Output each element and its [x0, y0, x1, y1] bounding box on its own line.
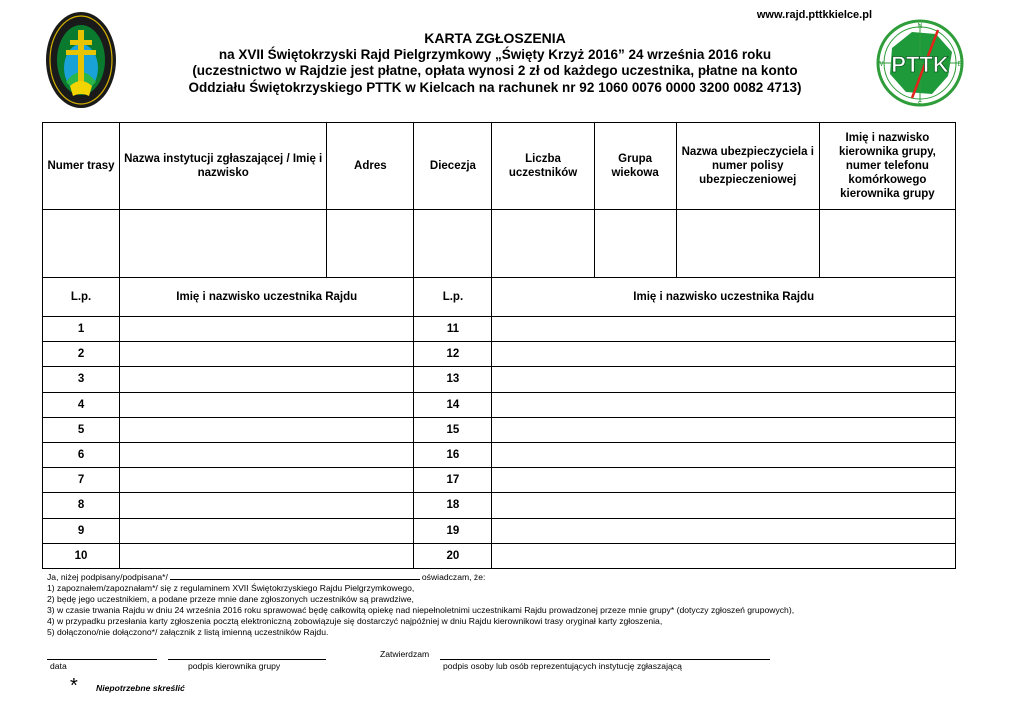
participant-count-cell[interactable]	[492, 210, 594, 278]
participant-name-header-left: Imię i nazwisko uczestnika Rajdu	[120, 278, 414, 317]
form-header	[130, 30, 860, 96]
row-number-right: 19	[414, 518, 492, 543]
rally-emblem-logo	[44, 10, 118, 110]
participant-name-cell[interactable]	[120, 493, 414, 518]
column-header: Numer trasy	[43, 123, 120, 210]
table-row	[43, 342, 956, 367]
footnote-text: Niepotrzebne skreślić	[96, 683, 185, 693]
leader-signature-line[interactable]	[168, 659, 326, 660]
participant-name-cell[interactable]	[492, 367, 956, 392]
participant-name-cell[interactable]	[120, 317, 414, 342]
participant-name-cell[interactable]	[120, 392, 414, 417]
form-subtitle: na XVII Świętokrzyski Rajd Pielgrzymkowy „Święty Krzyż 2016” 24 września 2016 roku	[218, 46, 772, 62]
row-number-left: 9	[43, 518, 120, 543]
table-row	[43, 543, 956, 568]
column-header: Liczba uczestników	[492, 123, 594, 210]
participant-name-cell[interactable]	[492, 543, 956, 568]
approval-label: Zatwierdzam	[380, 649, 430, 659]
participant-name-cell[interactable]	[492, 518, 956, 543]
participant-name-cell[interactable]	[492, 342, 956, 367]
compass-w: W	[876, 61, 884, 68]
participant-rows	[43, 317, 956, 569]
table-row	[43, 367, 956, 392]
participant-name-cell[interactable]	[120, 367, 414, 392]
route-number-cell[interactable]	[43, 210, 120, 278]
row-number-right: 18	[414, 493, 492, 518]
participant-name-cell[interactable]	[120, 518, 414, 543]
representative-signature-line[interactable]	[440, 659, 770, 660]
participant-name-cell[interactable]	[492, 468, 956, 493]
website-url: www.rajd.pttkkielce.pl	[756, 9, 872, 21]
participant-name-cell[interactable]	[120, 342, 414, 367]
form-title: KARTA ZGŁOSZENIA	[424, 30, 566, 46]
compass-n: N	[917, 23, 923, 30]
pttk-logo	[872, 18, 968, 108]
column-header: Diecezja	[414, 123, 492, 210]
row-number-left: 5	[43, 417, 120, 442]
row-number-left: 6	[43, 442, 120, 467]
column-header: Grupa wiekowa	[594, 123, 676, 210]
participant-name-cell[interactable]	[492, 317, 956, 342]
table-row	[43, 518, 956, 543]
row-number-left: 1	[43, 317, 120, 342]
participant-name-cell[interactable]	[120, 468, 414, 493]
participant-name-cell[interactable]	[492, 442, 956, 467]
payment-info-1: (uczestnictwo w Rajdzie jest płatne, opłata wynosi 2 zł od każdego uczestnika, płatne na konto	[192, 63, 798, 78]
declarant-name-field[interactable]	[170, 579, 420, 580]
compass-e: E	[957, 61, 963, 68]
date-label: data	[50, 661, 67, 671]
declaration	[47, 572, 947, 639]
participant-name-cell[interactable]	[120, 442, 414, 467]
group-leader-cell[interactable]	[819, 210, 955, 278]
table-row	[43, 442, 956, 467]
column-header: Nazwa instytucji zgłaszającej / Imię i nazwisko	[120, 123, 327, 210]
column-header: Adres	[327, 123, 414, 210]
declaration-item: 2) będę jego uczestnikiem, a podane przeze mnie dane zgłoszonych uczestników są prawdziwe,	[47, 594, 414, 605]
row-number-left: 3	[43, 367, 120, 392]
participants-header-row	[43, 278, 956, 317]
payment-info-2: Oddziału Świętokrzyskiego PTTK w Kielcach na rachunek nr 92 1060 0076 0000 3200 0082 4713)	[188, 79, 802, 95]
row-number-right: 20	[414, 543, 492, 568]
lp-header-right: L.p.	[414, 278, 492, 317]
declaration-item: 1) zapoznałem/zapoznałam*/ się z regulaminem XVII Świętokrzyskiego Rajdu Pielgrzymkowego,	[47, 583, 415, 594]
table-row	[43, 468, 956, 493]
table-row	[43, 392, 956, 417]
representative-signature-label: podpis osoby lub osób reprezentujących instytucję zgłaszającą	[443, 661, 682, 671]
footnote-star: *	[70, 675, 78, 697]
date-signature-line[interactable]	[47, 659, 157, 660]
row-number-right: 17	[414, 468, 492, 493]
leader-signature-label: podpis kierownika grupy	[188, 661, 281, 671]
declaration-intro-end: oświadczam, że:	[421, 572, 486, 582]
row-number-left: 10	[43, 543, 120, 568]
group-entry-row	[43, 210, 956, 278]
participant-name-cell[interactable]	[120, 543, 414, 568]
declaration-item: 3) w czasie trwania Rajdu w dniu 24 września 2016 roku sprawować będę całkowitą opiekę nad niepełnoletnimi uczestnikami Rajdu prowadzonej przeze mnie grupy* (dotyczy zgłoszeń grupowych),	[47, 605, 795, 616]
address-cell[interactable]	[327, 210, 414, 278]
table-header-row	[43, 123, 956, 210]
declaration-intro: Ja, niżej podpisany/podpisana*/	[47, 572, 168, 582]
row-number-left: 8	[43, 493, 120, 518]
participant-name-cell[interactable]	[492, 417, 956, 442]
table-row	[43, 317, 956, 342]
participant-name-header-right: Imię i nazwisko uczestnika Rajdu	[492, 278, 956, 317]
row-number-right: 13	[414, 367, 492, 392]
compass-s: S	[917, 101, 923, 108]
table-row	[43, 417, 956, 442]
row-number-left: 7	[43, 468, 120, 493]
lp-header-left: L.p.	[43, 278, 120, 317]
participant-name-cell[interactable]	[120, 417, 414, 442]
row-number-right: 12	[414, 342, 492, 367]
row-number-right: 14	[414, 392, 492, 417]
declaration-item: 5) dołączono/nie dołączono*/ załącznik z listą imienną uczestników Rajdu.	[47, 627, 329, 638]
pttk-logo-text: PTTK	[891, 52, 949, 77]
registration-table	[42, 122, 956, 569]
diocese-cell[interactable]	[414, 210, 492, 278]
column-header: Imię i nazwisko kierownika grupy, numer telefonu komórkowego kierownika grupy	[819, 123, 955, 210]
row-number-right: 11	[414, 317, 492, 342]
declaration-item: 4) w przypadku przesłania karty zgłoszenia pocztą elektroniczną zobowiązuje się dostarczyć najpóźniej w dniu Rajdu kierownikowi trasy oryginał karty zgłoszenia,	[47, 616, 663, 627]
row-number-right: 16	[414, 442, 492, 467]
institution-cell[interactable]	[120, 210, 327, 278]
participant-name-cell[interactable]	[492, 493, 956, 518]
row-number-right: 15	[414, 417, 492, 442]
row-number-left: 4	[43, 392, 120, 417]
column-header: Nazwa ubezpieczyciela i numer polisy ubezpieczeniowej	[676, 123, 819, 210]
insurance-cell[interactable]	[676, 210, 819, 278]
participant-name-cell[interactable]	[492, 392, 956, 417]
row-number-left: 2	[43, 342, 120, 367]
table-row	[43, 493, 956, 518]
age-group-cell[interactable]	[594, 210, 676, 278]
